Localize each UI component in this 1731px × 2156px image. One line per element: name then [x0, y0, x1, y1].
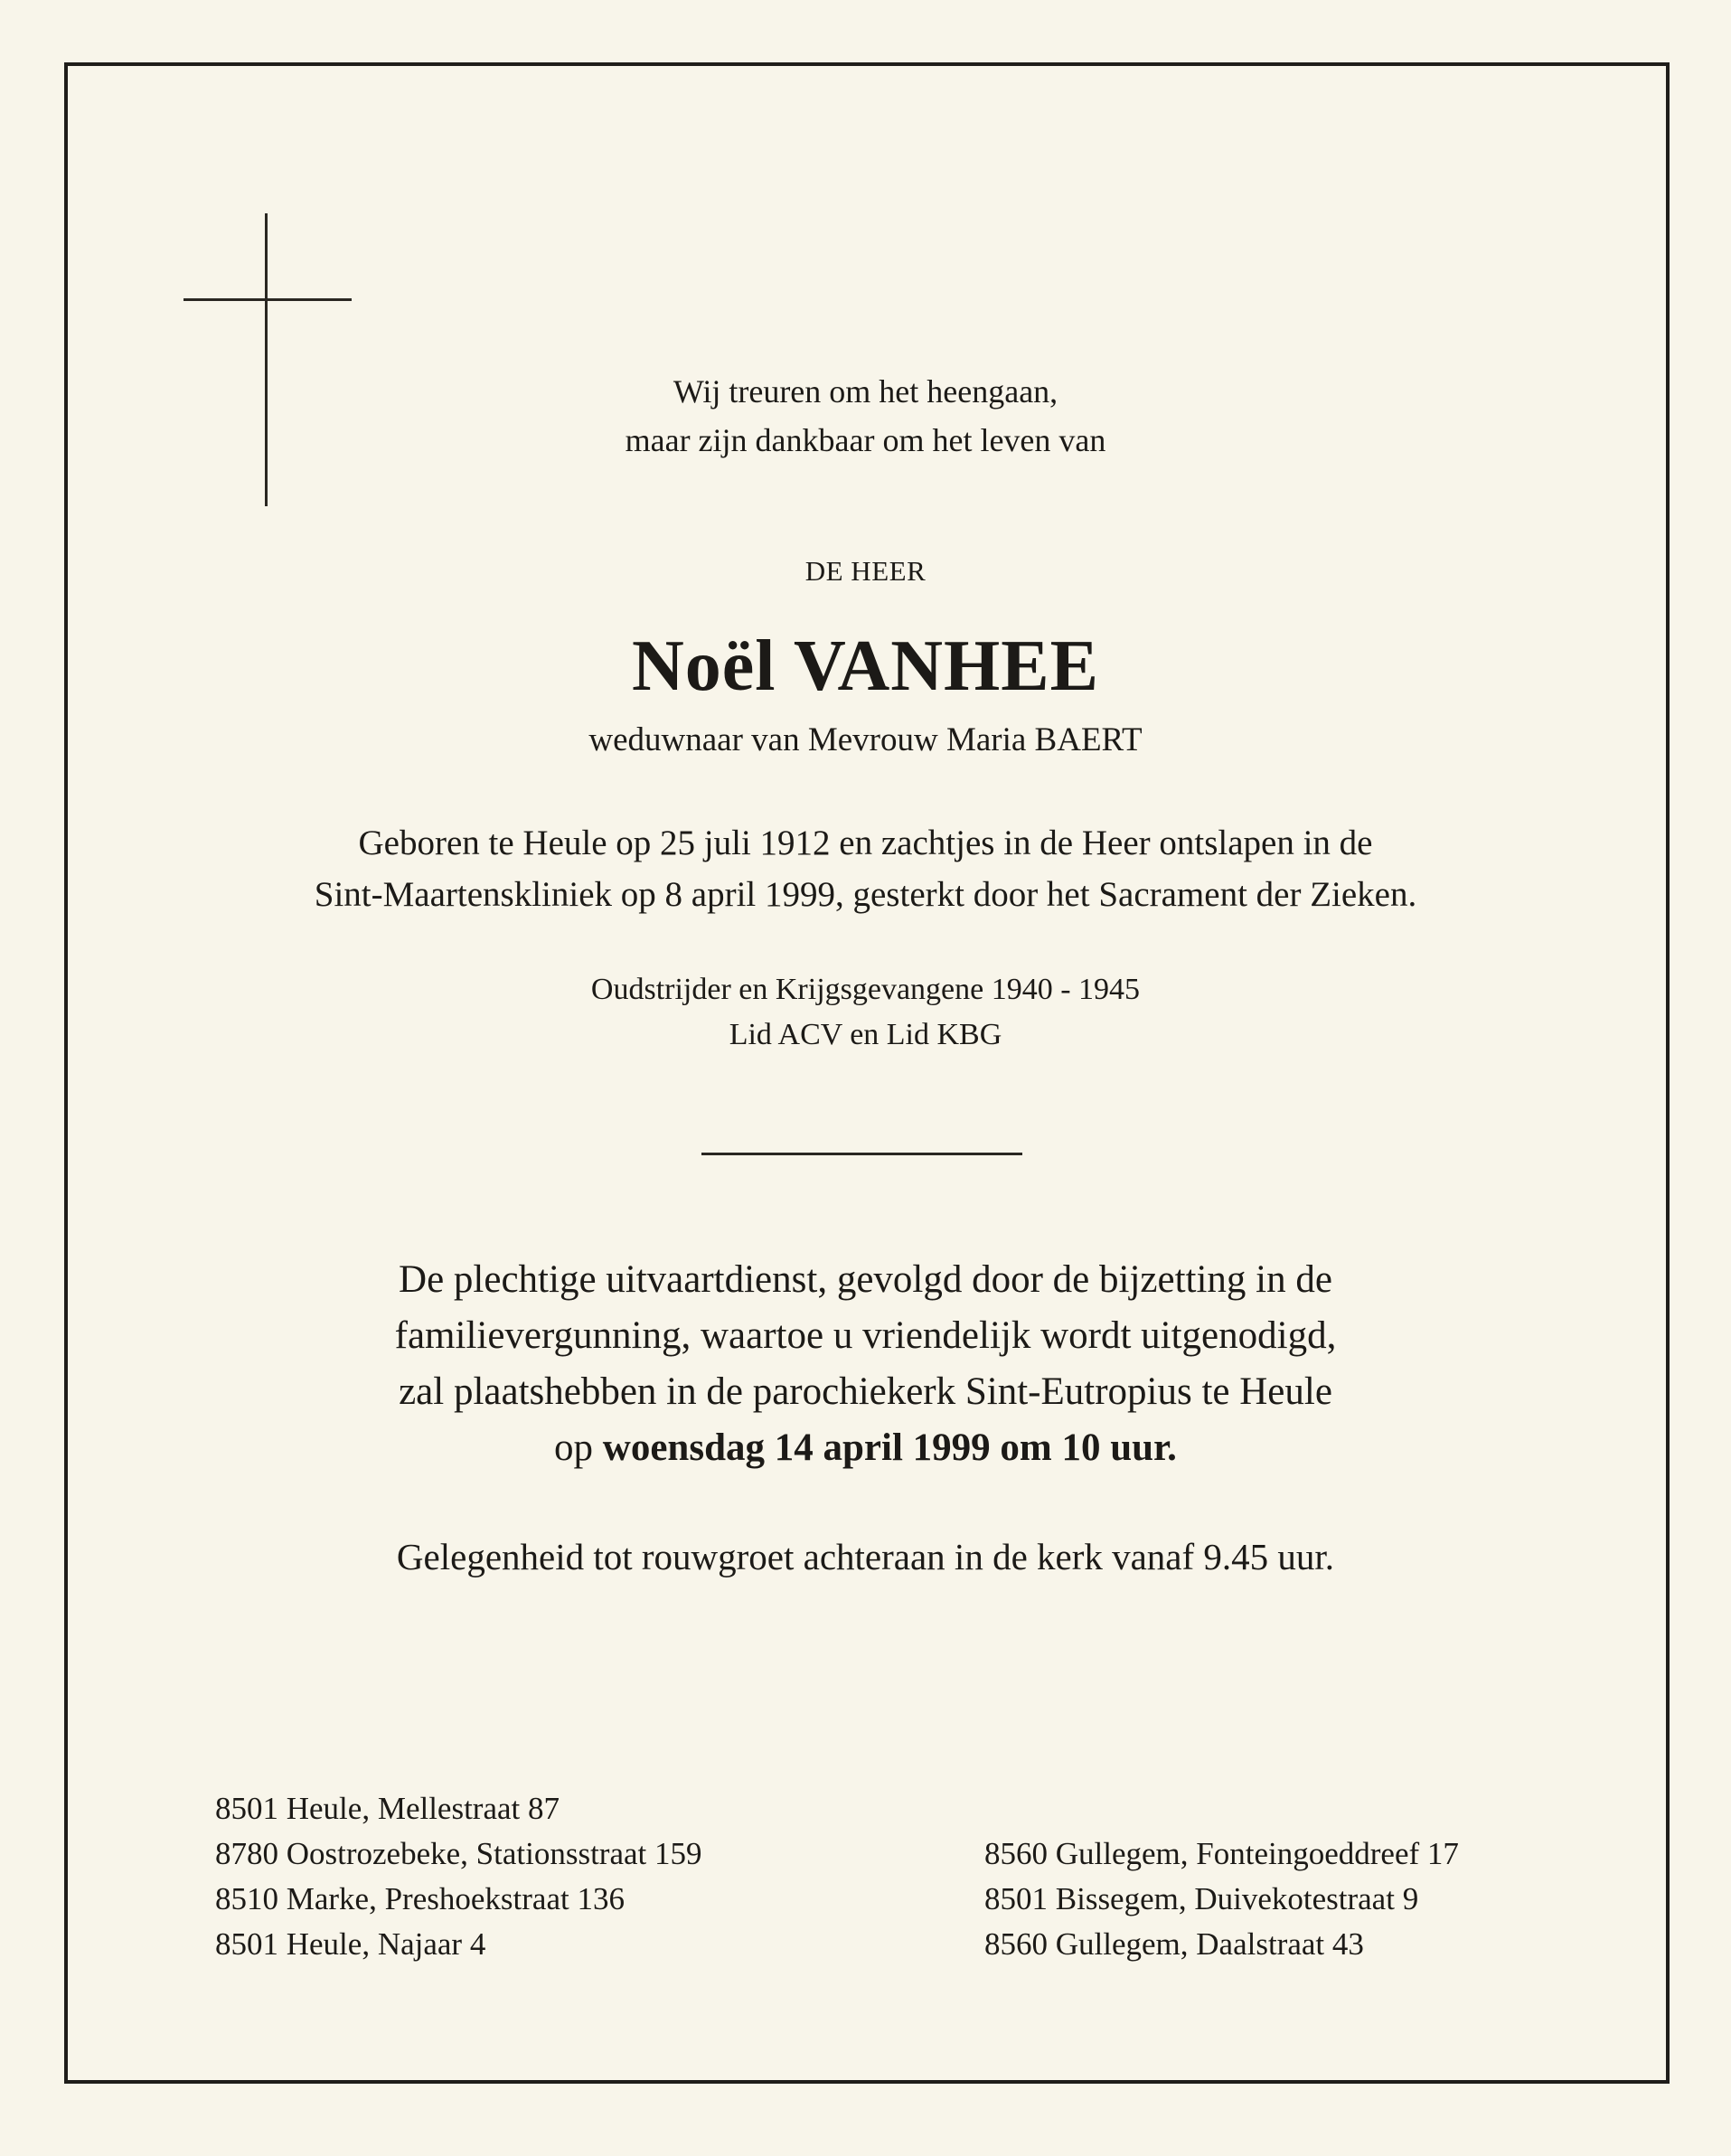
address-item: 8501 Heule, Najaar 4: [215, 1926, 486, 1962]
membership-text: [0, 967, 1731, 1058]
funeral-date-prefix: op: [554, 1426, 603, 1469]
intro-line-2: maar zijn dankbaar om het leven van: [625, 422, 1106, 458]
address-item: 8510 Marke, Preshoekstraat 136: [215, 1881, 625, 1916]
person-name: Noël VANHEE: [631, 626, 1099, 706]
membership-line-2: Lid ACV en Lid KBG: [729, 1018, 1002, 1051]
divider: [701, 1153, 1022, 1155]
funeral-line-1: De plechtige uitvaartdienst, gevolgd door de bijzetting in de: [399, 1258, 1332, 1301]
addresses-right: [984, 1831, 1459, 1967]
address-item: 8560 Gullegem, Daalstraat 43: [984, 1926, 1364, 1962]
greeting-text: Gelegenheid tot rouwgroet achteraan in de kerk vanaf 9.45 uur.: [396, 1536, 1335, 1577]
birth-text: [0, 817, 1731, 920]
address-item: 8501 Bissegem, Duivekotestraat 9: [984, 1881, 1419, 1916]
addresses-left: [215, 1786, 702, 1967]
cross-icon-horizontal: [183, 298, 352, 301]
intro-line-1: Wij treuren om het heengaan,: [673, 373, 1058, 410]
funeral-text: [0, 1252, 1731, 1476]
funeral-date-bold: woensdag 14 april 1999 om 10 uur.: [602, 1426, 1177, 1469]
page-border: [64, 62, 1670, 2084]
membership-line-1: Oudstrijder en Krijgsgevangene 1940 - 1945: [590, 973, 1141, 1006]
widow-of: weduwnaar van Mevrouw Maria BAERT: [588, 721, 1143, 758]
funeral-line-2: familievergunning, waartoe u vriendelijk wordt uitgenodigd,: [394, 1314, 1337, 1357]
birth-line-2: Sint-Maartenskliniek op 8 april 1999, gesterkt door het Sacrament der Zieken.: [314, 875, 1417, 914]
address-item: 8501 Heule, Mellestraat 87: [215, 1791, 560, 1826]
birth-line-1: Geboren te Heule op 25 juli 1912 en zachtjes in de Heer ontslapen in de: [358, 824, 1373, 862]
address-item: 8780 Oostrozebeke, Stationsstraat 159: [215, 1836, 702, 1871]
funeral-line-3: zal plaatshebben in de parochiekerk Sint-Eutropius te Heule: [399, 1370, 1332, 1413]
person-title: DE HEER: [804, 555, 927, 587]
address-item: 8560 Gullegem, Fonteingoeddreef 17: [984, 1836, 1459, 1871]
funeral-date: [0, 1420, 1731, 1476]
intro-text: [0, 367, 1731, 465]
